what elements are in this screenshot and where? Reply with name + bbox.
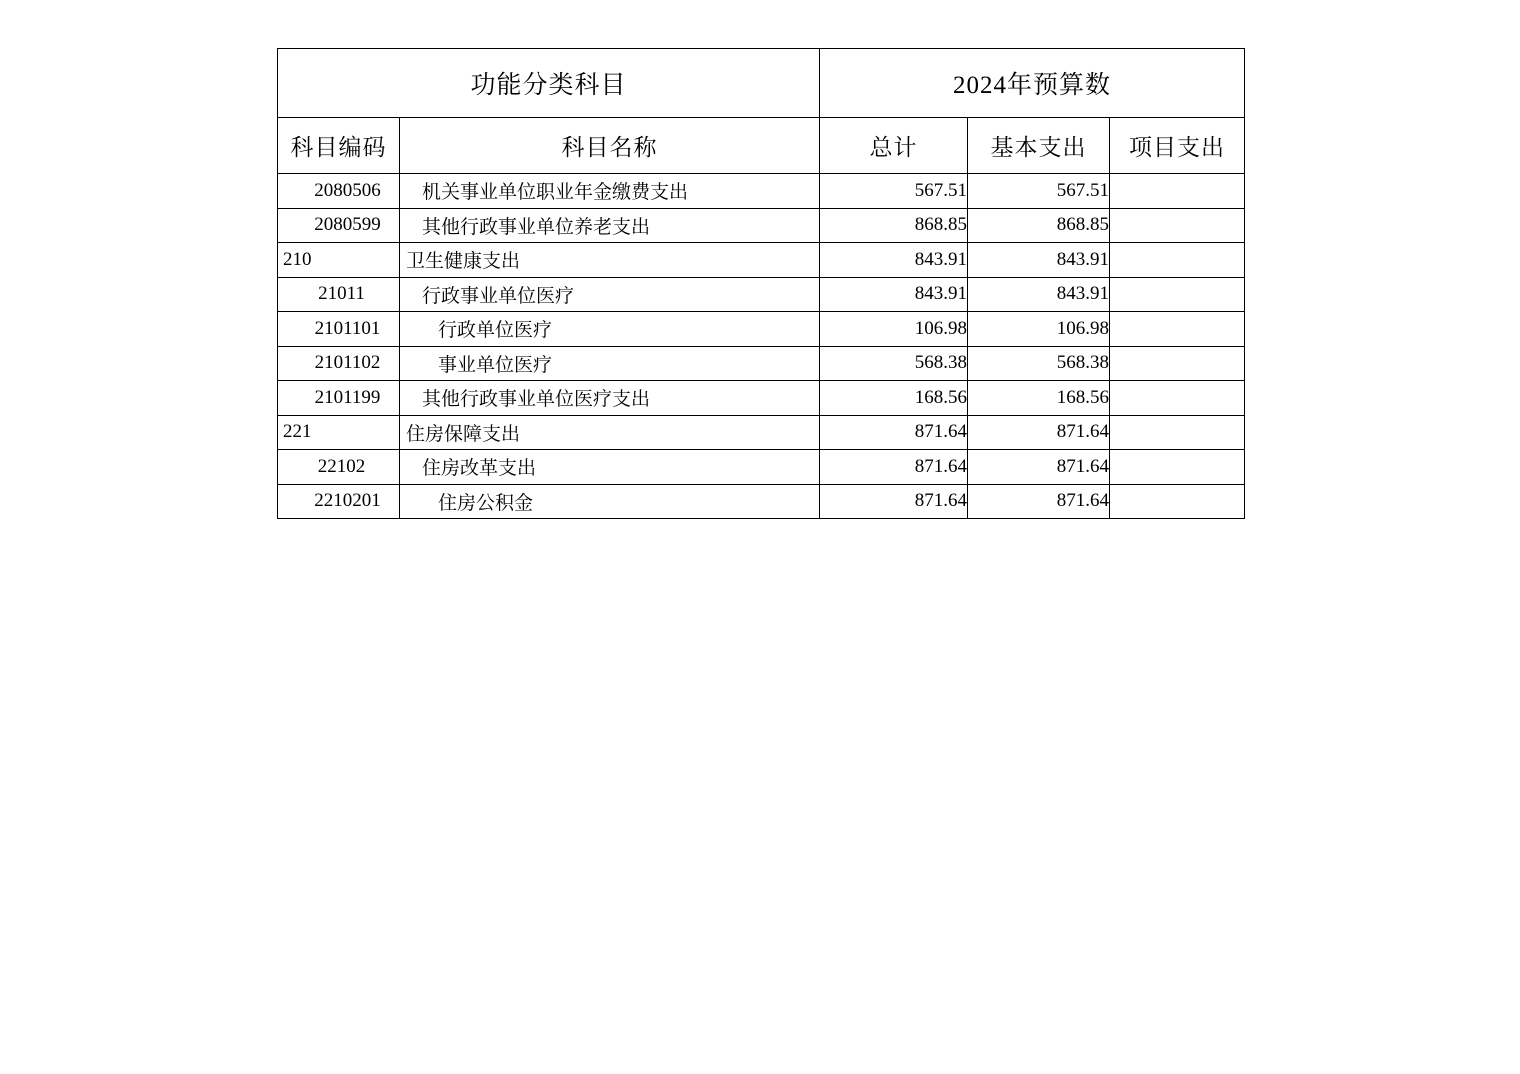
cell-name: 住房保障支出 bbox=[400, 415, 820, 450]
cell-total: 843.91 bbox=[820, 277, 968, 312]
budget-table bbox=[277, 48, 1245, 519]
cell-project-expenditure bbox=[1110, 277, 1245, 312]
table-body bbox=[278, 174, 1245, 519]
table-row bbox=[278, 450, 1245, 485]
table-row bbox=[278, 415, 1245, 450]
cell-total: 871.64 bbox=[820, 484, 968, 519]
table-row bbox=[278, 346, 1245, 381]
cell-total: 871.64 bbox=[820, 415, 968, 450]
cell-total: 168.56 bbox=[820, 381, 968, 416]
cell-name: 行政单位医疗 bbox=[400, 312, 820, 347]
cell-code: 2101101 bbox=[278, 312, 400, 347]
header-col-basic: 基本支出 bbox=[968, 118, 1110, 174]
cell-total: 568.38 bbox=[820, 346, 968, 381]
header-group-functional-category: 功能分类科目 bbox=[278, 49, 820, 118]
cell-name: 卫生健康支出 bbox=[400, 243, 820, 278]
cell-basic-expenditure: 843.91 bbox=[968, 277, 1110, 312]
table-row bbox=[278, 381, 1245, 416]
header-col-total: 总计 bbox=[820, 118, 968, 174]
header-col-name: 科目名称 bbox=[400, 118, 820, 174]
cell-basic-expenditure: 871.64 bbox=[968, 415, 1110, 450]
cell-name: 其他行政事业单位医疗支出 bbox=[400, 381, 820, 416]
header-col-code: 科目编码 bbox=[278, 118, 400, 174]
table-header bbox=[278, 49, 1245, 174]
cell-code: 21011 bbox=[278, 277, 400, 312]
cell-code: 2210201 bbox=[278, 484, 400, 519]
cell-project-expenditure bbox=[1110, 381, 1245, 416]
cell-total: 567.51 bbox=[820, 174, 968, 209]
table-row bbox=[278, 277, 1245, 312]
cell-name: 行政事业单位医疗 bbox=[400, 277, 820, 312]
cell-basic-expenditure: 568.38 bbox=[968, 346, 1110, 381]
cell-name: 其他行政事业单位养老支出 bbox=[400, 208, 820, 243]
table-row bbox=[278, 312, 1245, 347]
cell-project-expenditure bbox=[1110, 243, 1245, 278]
header-group-budget-year: 2024年预算数 bbox=[820, 49, 1245, 118]
cell-project-expenditure bbox=[1110, 484, 1245, 519]
table-row bbox=[278, 208, 1245, 243]
cell-project-expenditure bbox=[1110, 450, 1245, 485]
table-header-group-row bbox=[278, 49, 1245, 118]
cell-code: 2080506 bbox=[278, 174, 400, 209]
header-col-project: 项目支出 bbox=[1110, 118, 1245, 174]
cell-project-expenditure bbox=[1110, 208, 1245, 243]
cell-code: 2080599 bbox=[278, 208, 400, 243]
cell-total: 106.98 bbox=[820, 312, 968, 347]
cell-name: 住房改革支出 bbox=[400, 450, 820, 485]
cell-project-expenditure bbox=[1110, 174, 1245, 209]
cell-basic-expenditure: 843.91 bbox=[968, 243, 1110, 278]
cell-project-expenditure bbox=[1110, 312, 1245, 347]
cell-basic-expenditure: 106.98 bbox=[968, 312, 1110, 347]
cell-code: 221 bbox=[278, 415, 400, 450]
table-row bbox=[278, 174, 1245, 209]
table-row bbox=[278, 243, 1245, 278]
table-row bbox=[278, 484, 1245, 519]
cell-name: 住房公积金 bbox=[400, 484, 820, 519]
cell-basic-expenditure: 868.85 bbox=[968, 208, 1110, 243]
cell-code: 22102 bbox=[278, 450, 400, 485]
budget-sheet bbox=[277, 48, 1244, 519]
cell-code: 2101102 bbox=[278, 346, 400, 381]
table-header-column-row bbox=[278, 118, 1245, 174]
cell-basic-expenditure: 871.64 bbox=[968, 450, 1110, 485]
cell-code: 2101199 bbox=[278, 381, 400, 416]
cell-basic-expenditure: 871.64 bbox=[968, 484, 1110, 519]
cell-name: 机关事业单位职业年金缴费支出 bbox=[400, 174, 820, 209]
cell-total: 843.91 bbox=[820, 243, 968, 278]
cell-total: 868.85 bbox=[820, 208, 968, 243]
cell-basic-expenditure: 567.51 bbox=[968, 174, 1110, 209]
cell-total: 871.64 bbox=[820, 450, 968, 485]
cell-name: 事业单位医疗 bbox=[400, 346, 820, 381]
cell-code: 210 bbox=[278, 243, 400, 278]
cell-project-expenditure bbox=[1110, 415, 1245, 450]
cell-project-expenditure bbox=[1110, 346, 1245, 381]
cell-basic-expenditure: 168.56 bbox=[968, 381, 1110, 416]
